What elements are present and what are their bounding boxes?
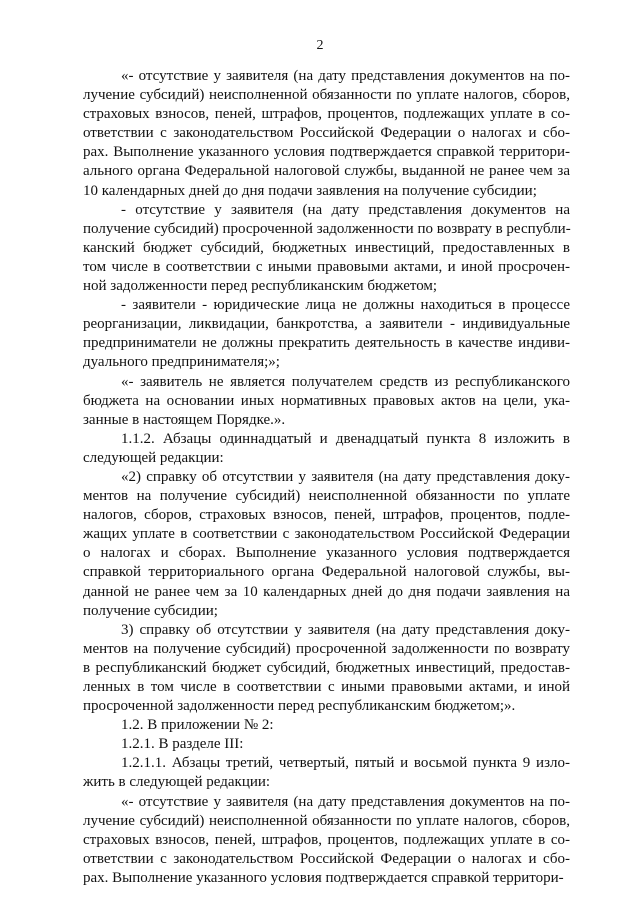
- paragraph: [83, 754, 570, 792]
- text-line: страховых взносов, пеней, штрафов, процентов, подлежащих уплате в со-: [83, 831, 570, 848]
- text-line: ального органа Федеральной налоговой службы, выданной не ранее чем за: [83, 163, 570, 180]
- text-line: - отсутствие у заявителя (на дату представления документов на: [121, 201, 570, 218]
- text-line: ментов на получение субсидий) просроченной задолженности по возврату: [83, 640, 570, 657]
- text-line: страховых взносов, пеней, штрафов, процентов, подлежащих уплате в со-: [83, 106, 570, 123]
- text-line: канский бюджет субсидий, бюджетных инвестиций, предоставленных в: [83, 239, 570, 256]
- paragraph: [83, 735, 570, 754]
- text-line: реорганизации, ликвидации, банкротства, а заявители - индивидуальные: [83, 316, 570, 333]
- text-line: предприниматели не должны прекратить деятельность в качестве индиви-: [83, 335, 570, 352]
- text-line: 1.2. В приложении № 2:: [121, 717, 274, 734]
- text-line: рах. Выполнение указанного условия подтверждается справкой территори-: [83, 869, 564, 886]
- text-line: налогов, сборов, страховых взносов, пеней, штрафов, процентов, подле-: [83, 507, 570, 524]
- text-line: ной задолженности перед республиканским бюджетом;: [83, 278, 438, 295]
- text-line: жащих уплате в соответствии с законодательством Российской Федерации: [83, 526, 570, 543]
- text-line: получение субсидии;: [83, 602, 218, 619]
- text-line: дуального предпринимателя;»;: [83, 354, 280, 371]
- text-line: «- отсутствие у заявителя (на дату представления документов на по-: [121, 793, 570, 810]
- text-line: 1.2.1.1. Абзацы третий, четвертый, пятый и восьмой пункта 9 изло-: [121, 755, 570, 772]
- text-line: справкой территориального органа Федеральной налоговой службы, вы-: [83, 564, 570, 581]
- text-line: ответствии с законодательством Российской Федерации о налогах и сбо-: [83, 850, 570, 867]
- text-line: «- отсутствие у заявителя (на дату представления документов на по-: [121, 68, 570, 84]
- paragraph: [83, 793, 570, 888]
- text-line: том числе в соответствии с иными правовыми актами, и иной просрочен-: [83, 258, 570, 275]
- text-line: получение субсидий) просроченной задолженности по возврату в республи-: [83, 220, 571, 237]
- text-line: в республиканский бюджет субсидий, бюджетных инвестиций, предостав-: [83, 659, 570, 676]
- text-line: 10 календарных дней до дня подачи заявления на получение субсидии;: [83, 182, 537, 199]
- text-line: «2) справку об отсутствии у заявителя (на дату представления доку-: [121, 468, 570, 485]
- paragraph: [83, 373, 570, 430]
- text-line: просроченной задолженности перед республиканским бюджетом;».: [83, 698, 516, 715]
- text-line: жить в следующей редакции:: [83, 774, 271, 791]
- text-line: ментов на получение субсидий) неисполненной обязанности по уплате: [83, 488, 570, 505]
- page-number: 2: [316, 38, 324, 53]
- paragraph: [83, 67, 570, 201]
- text-line: ленных в том числе в соответствии с иными правовыми актами, и иной: [83, 679, 570, 695]
- text-line: бюджета на основании иных нормативных правовых актов на цели, ука-: [83, 392, 570, 409]
- paragraph: [83, 201, 570, 296]
- text-line: занные в настоящем Порядке.».: [83, 411, 286, 428]
- text-line: «- заявитель не является получателем средств из республиканского: [121, 373, 570, 390]
- paragraph: [83, 430, 570, 468]
- text-line: ответствии с законодательством Российской Федерации о налогах и сбо-: [83, 125, 570, 142]
- paragraph: [83, 468, 570, 621]
- text-line: 1.1.2. Абзацы одиннадцатый и двенадцатый пункта 8 изложить в: [121, 430, 570, 447]
- text-line: о налогах и сборах. Выполнение указанного условия подтверждается: [83, 545, 570, 562]
- text-line: 1.2.1. В разделе III:: [121, 736, 244, 753]
- text-line: - заявители - юридические лица не должны находиться в процессе: [121, 297, 570, 314]
- text-line: данной не ранее чем за 10 календарных дней до дня подачи заявления на: [83, 583, 570, 600]
- text-line: лучение субсидий) неисполненной обязанности по уплате налогов, сборов,: [83, 812, 570, 829]
- paragraph: [83, 716, 570, 735]
- text-line: лучение субсидий) неисполненной обязанности по уплате налогов, сборов,: [83, 87, 570, 104]
- text-line: 3) справку об отсутствии у заявителя (на дату представления доку-: [121, 621, 570, 638]
- text-line: следующей редакции:: [83, 449, 224, 466]
- paragraph: [83, 621, 570, 716]
- document-body: [83, 67, 570, 888]
- paragraph: [83, 296, 570, 372]
- text-line: рах. Выполнение указанного условия подтверждается справкой территори-: [83, 144, 570, 161]
